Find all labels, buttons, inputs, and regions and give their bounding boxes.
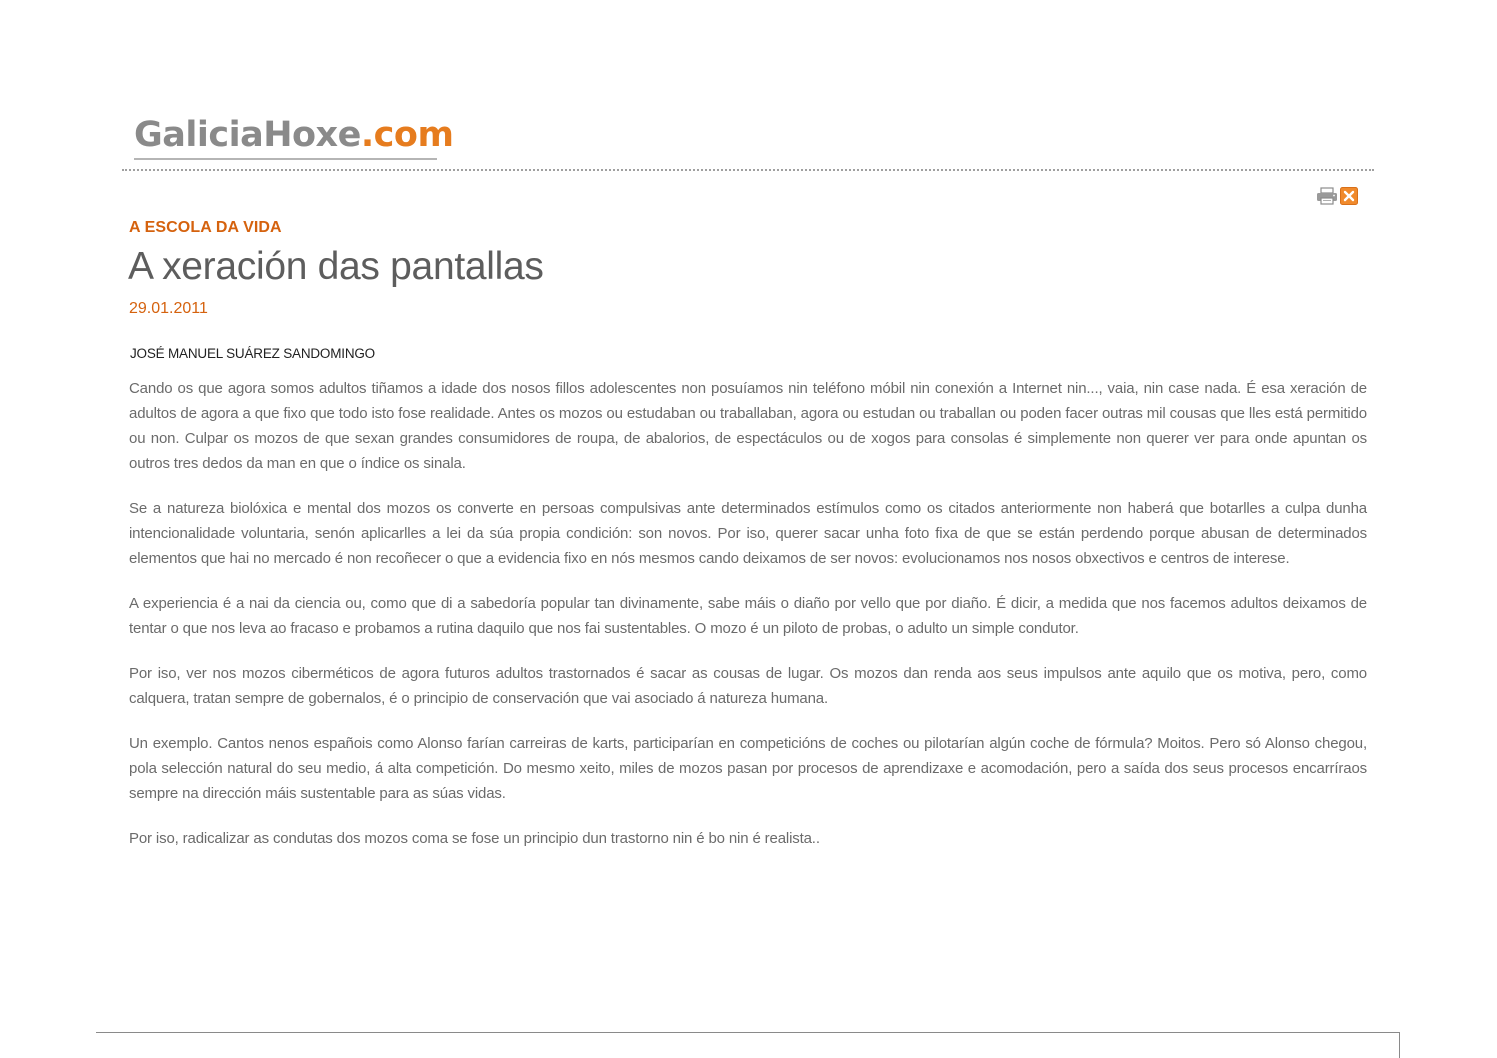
article-paragraph: A experiencia é a nai da ciencia ou, como que di a sabedoría popular tan divinamente, sabe máis o diaño por vello que por diaño. É dicir, a medida que nos facemos adultos deixamos de tentar o que nos leva ao fracaso e probamos a rutina daquilo que nos fai sustentables. O mozo é un piloto de probas, o adulto un simple condutor. bbox=[129, 595, 1367, 637]
printer-icon[interactable] bbox=[1316, 187, 1336, 205]
article-tools bbox=[1316, 187, 1360, 205]
article-paragraph: Un exemplo. Cantos nenos españois como Alonso farían carreiras de karts, participarían en competicións de coches ou pilotarían algún coche de fórmula? Moitos. Pero só Alonso chegou, pola selección natural do seu medio, á alta competición. Do mesmo xeito, miles de mozos pasan por procesos de aprendizaxe e acomodación, pero a saída dos seus procesos encarríraos sempre na dirección máis sustentable para as súas vidas. bbox=[129, 735, 1367, 802]
footer-corner-mark bbox=[1399, 1032, 1400, 1058]
header-divider bbox=[122, 169, 1374, 171]
logo-tld-text: .com bbox=[360, 115, 454, 155]
article-title: A xeración das pantallas bbox=[128, 245, 544, 288]
article-paragraph: Por iso, radicalizar as condutas dos mozos coma se fose un principio dun trastorno nin é bo nin é realista.. bbox=[129, 830, 820, 847]
close-icon[interactable] bbox=[1340, 187, 1360, 205]
article-body bbox=[129, 376, 1367, 871]
logo-main-text: GaliciaHoxe bbox=[134, 115, 361, 155]
article-paragraph: Se a natureza biolóxica e mental dos mozos os converte en persoas compulsivas ante determinados estímulos como os citados anteriormente non haberá que botarlles a culpa dunha intencionalidade voluntaria, senón aplicarlles a lei da súa propia condición: son novos. Por iso, querer sacar unha foto fixa de que se están perdendo porque abusan de determinados elementos que hai no mercado é non recoñecer o que a evidencia fixo en nós mesmos cando deixamos de ser novos: evolucionamos nos nosos obxectivos e centros de interese. bbox=[129, 500, 1367, 567]
article-author: JOSÉ MANUEL SUÁREZ SANDOMINGO bbox=[130, 346, 375, 361]
logo-underline bbox=[134, 158, 437, 160]
article-date: 29.01.2011 bbox=[129, 300, 208, 317]
article-paragraph: Cando os que agora somos adultos tiñamos a idade dos nosos fillos adolescentes non posuíamos nin teléfono móbil nin conexión a Internet nin..., vaia, nin case nada. É esa xeración de adultos de agora a que fixo que todo isto fose realidade. Antes os mozos ou estudaban ou traballaban, agora ou estudan ou traballan ou poden facer outras mil cousas que lles está permitido ou non. Culpar os mozos de que sexan grandes consumidores de roupa, de abalorios, de espectáculos ou de xogos para consolas é simplemente non querer ver para onde apuntan os outros tres dedos da man en que o índice os sinala. bbox=[129, 380, 1367, 472]
site-logo[interactable] bbox=[134, 115, 454, 155]
section-label: A ESCOLA DA VIDA bbox=[129, 219, 282, 236]
article-paragraph: Por iso, ver nos mozos ciberméticos de agora futuros adultos trastornados é sacar as cousas de lugar. Os mozos dan renda aos seus impulsos ante aquilo que os motiva, pero, como calquera, tratan sempre de gobernalos, é o principio de conservación que vai asociado á natureza humana. bbox=[129, 665, 1367, 707]
footer-divider bbox=[96, 1032, 1400, 1033]
